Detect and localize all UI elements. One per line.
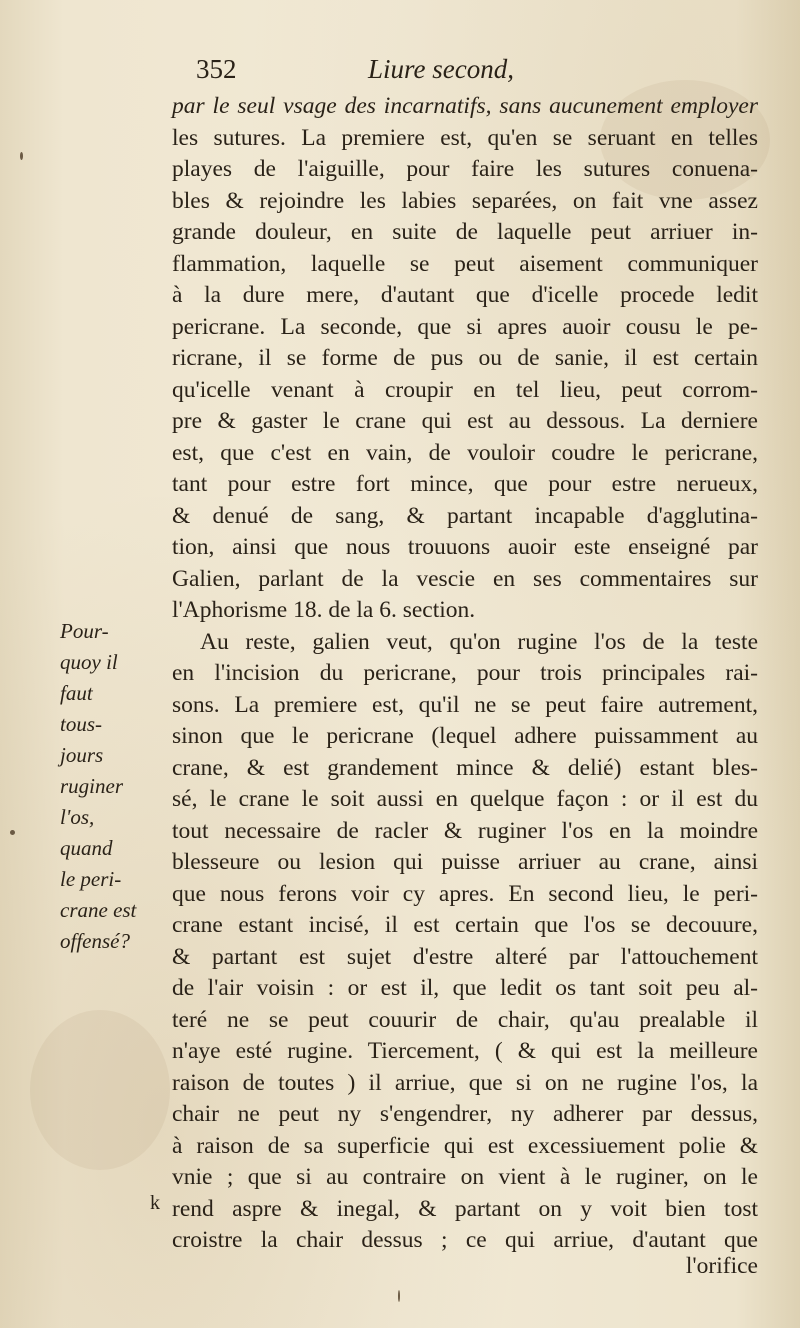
text-line: sons. La premiere est, qu'il ne se peut faire autrement, (172, 691, 758, 718)
text-line: croistre la chair dessus ; ce qui arriue, d'autant que (172, 1227, 758, 1253)
text-line: par le seul vsage des incarnatifs, sans aucunement employer (172, 93, 758, 119)
text-line: qu'icelle venant à croupir en tel lieu, peut corrom- (172, 376, 758, 403)
catchword: l'orifice (685, 1253, 758, 1279)
text-line: tout necessaire de racler & ruginer l'os en la moindre (172, 817, 758, 844)
margin-note-line: tous- (60, 712, 102, 736)
text-line: playes de l'aiguille, pour faire les sutures conuena- (172, 156, 758, 182)
margin-note-line: l'os, (60, 805, 95, 829)
ink-speck (20, 152, 23, 160)
text-line: vnie ; que si au contraire on vient à le ruginer, on le (172, 1164, 758, 1190)
page-number: 352 (196, 54, 237, 84)
running-title: Liure second, (368, 54, 514, 84)
text-line: en l'incision du pericrane, pour trois principales rai- (172, 660, 758, 686)
text-line: bles & rejoindre les labies separées, on fait vne assez (172, 187, 758, 214)
text-line: blesseure ou lesion qui puisse arriuer au crane, ainsi (172, 849, 758, 875)
text-line: rend aspre & inegal, & partant on y voit bien tost (172, 1195, 758, 1222)
text-line: tion, ainsi que nous trouuons auoir este enseigné par (172, 534, 758, 560)
text-line: ricrane, il se forme de pus ou de sanie, il est certain (172, 345, 758, 371)
text-line: de l'air voisin : or est il, que ledit os tant soit peu al- (172, 975, 758, 1001)
text-line: tant pour estre fort mince, que pour estre nerueux, (172, 471, 758, 497)
text-line: à raison de sa superficie qui est excessiuement polie & (172, 1132, 758, 1159)
margin-note-line: jours (60, 743, 104, 767)
text-line: flammation, laquelle se peut aisement communiquer (172, 250, 758, 277)
text-line: Galien, parlant de la vescie en ses commentaires sur (172, 565, 758, 592)
text-line: est, que c'est en vain, de vouloir coudre le pericrane, (172, 439, 758, 466)
text-line: Au reste, galien veut, qu'on rugine l'os de la teste (200, 628, 758, 655)
text-line: raison de toutes ) il arriue, que si on ne rugine l'os, la (172, 1069, 758, 1096)
margin-note-line: offensé? (60, 929, 130, 953)
margin-note-line: faut (60, 681, 93, 705)
margin-note-line: crane est (60, 898, 137, 922)
signature-mark: k (150, 1192, 160, 1214)
ink-speck (10, 830, 15, 835)
text-line: sinon que le pericrane (lequel adhere puissamment au (172, 723, 758, 749)
text-line: pericrane. La seconde, que si apres auoir cousu le pe- (172, 313, 758, 340)
margin-note-line: quoy il (60, 650, 118, 674)
text-line: teré ne se peut couurir de chair, qu'au prealable il (172, 1006, 758, 1033)
text-line: & denué de sang, & partant incapable d'agglutina- (172, 502, 758, 529)
text-line: & partant est sujet d'estre alteré par l'attouchement (172, 943, 758, 970)
text-line: crane, & est grandement mince & delié) estant bles- (172, 754, 758, 781)
text-line: les sutures. La premiere est, qu'en se seruant en telles (172, 124, 758, 151)
running-head (196, 54, 556, 94)
margin-note-line: ruginer (60, 774, 123, 798)
text-line: chair ne peut ny s'engendrer, ny adherer par dessus, (172, 1101, 758, 1127)
text-line: crane estant incisé, il est certain que l'os se decouure, (172, 912, 758, 938)
text-line: grande douleur, en suite de laquelle peut arriuer in- (172, 219, 758, 245)
ink-speck (398, 1290, 400, 1302)
text-line: l'Aphorisme 18. de la 6. section. (172, 597, 476, 623)
paper-stain (30, 1010, 170, 1170)
margin-note-line: quand (60, 836, 113, 860)
text-line: à la dure mere, d'autant que d'icelle procede ledit (172, 282, 758, 308)
margin-note-line: le peri- (60, 867, 122, 891)
margin-note-line: Pour- (60, 619, 109, 643)
text-line: sé, le crane le soit aussi en quelque façon : or il est du (172, 786, 758, 812)
text-line: n'aye esté rugine. Tiercement, ( & qui est la meilleure (172, 1038, 758, 1064)
text-line: que nous ferons voir cy apres. En second lieu, le peri- (172, 880, 758, 907)
text-line: pre & gaster le crane qui est au dessous. La derniere (172, 408, 758, 434)
